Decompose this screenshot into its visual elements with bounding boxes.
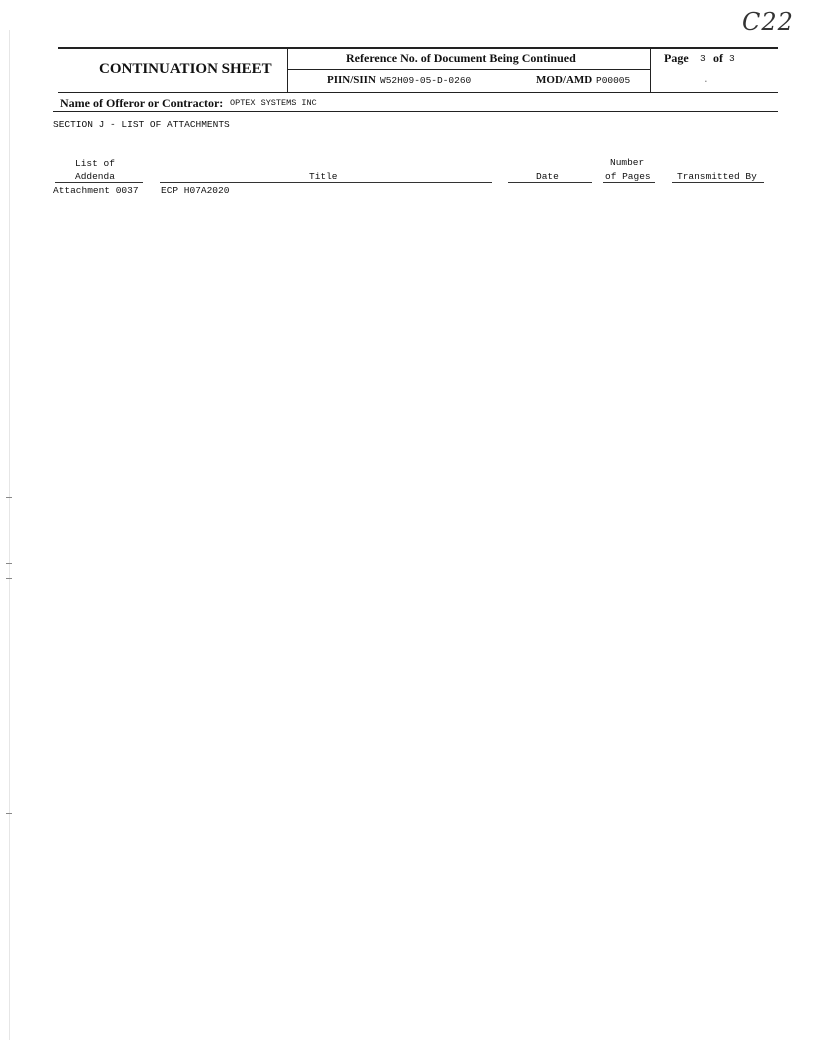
col-transmitted: Transmitted By — [677, 171, 757, 182]
header-divider-left — [287, 48, 288, 92]
col-date-underline — [508, 182, 592, 183]
col-pages-underline — [603, 182, 655, 183]
col-title-underline — [160, 182, 492, 183]
piin-label: PIIN/SIIN — [327, 74, 376, 86]
col-list-line2: Addenda — [75, 171, 115, 182]
scan-tick — [6, 497, 12, 498]
mod-label: MOD/AMD — [536, 74, 593, 86]
page-dot: . — [703, 74, 709, 85]
header-top-rule — [58, 47, 778, 49]
scan-tick — [6, 563, 12, 564]
section-title: SECTION J - LIST OF ATTACHMENTS — [53, 119, 230, 130]
col-transmitted-underline — [672, 182, 764, 183]
page-title: CONTINUATION SHEET — [99, 61, 272, 77]
table-row-title: ECP H07A2020 — [161, 185, 230, 196]
mod-value: P00005 — [596, 75, 631, 86]
page-of: of — [713, 51, 723, 65]
offeror-label: Name of Offeror or Contractor: — [60, 96, 224, 110]
table-row-addenda: Attachment 0037 — [53, 185, 139, 196]
offeror-bottom-rule — [53, 111, 778, 112]
reference-divider — [287, 69, 650, 70]
offeror-value: OPTEX SYSTEMS INC — [230, 98, 317, 108]
page-current: 3 — [700, 53, 706, 64]
col-pages-line2: of Pages — [605, 171, 651, 182]
handwritten-mark: C22 — [742, 8, 794, 36]
scan-tick — [6, 578, 12, 579]
col-date: Date — [536, 171, 559, 182]
reference-heading: Reference No. of Document Being Continued — [346, 51, 576, 65]
scan-tick — [6, 813, 12, 814]
col-list-line1: List of — [75, 158, 115, 169]
piin-value: W52H09-05-D-0260 — [380, 75, 472, 86]
scan-edge — [9, 30, 10, 1040]
header-divider-right — [650, 48, 651, 92]
col-list-underline — [55, 182, 143, 183]
header-bottom-rule — [58, 92, 778, 93]
col-title: Title — [309, 171, 338, 182]
page-label: Page — [664, 51, 689, 65]
col-pages-line1: Number — [610, 157, 645, 168]
page-total: 3 — [729, 53, 735, 64]
